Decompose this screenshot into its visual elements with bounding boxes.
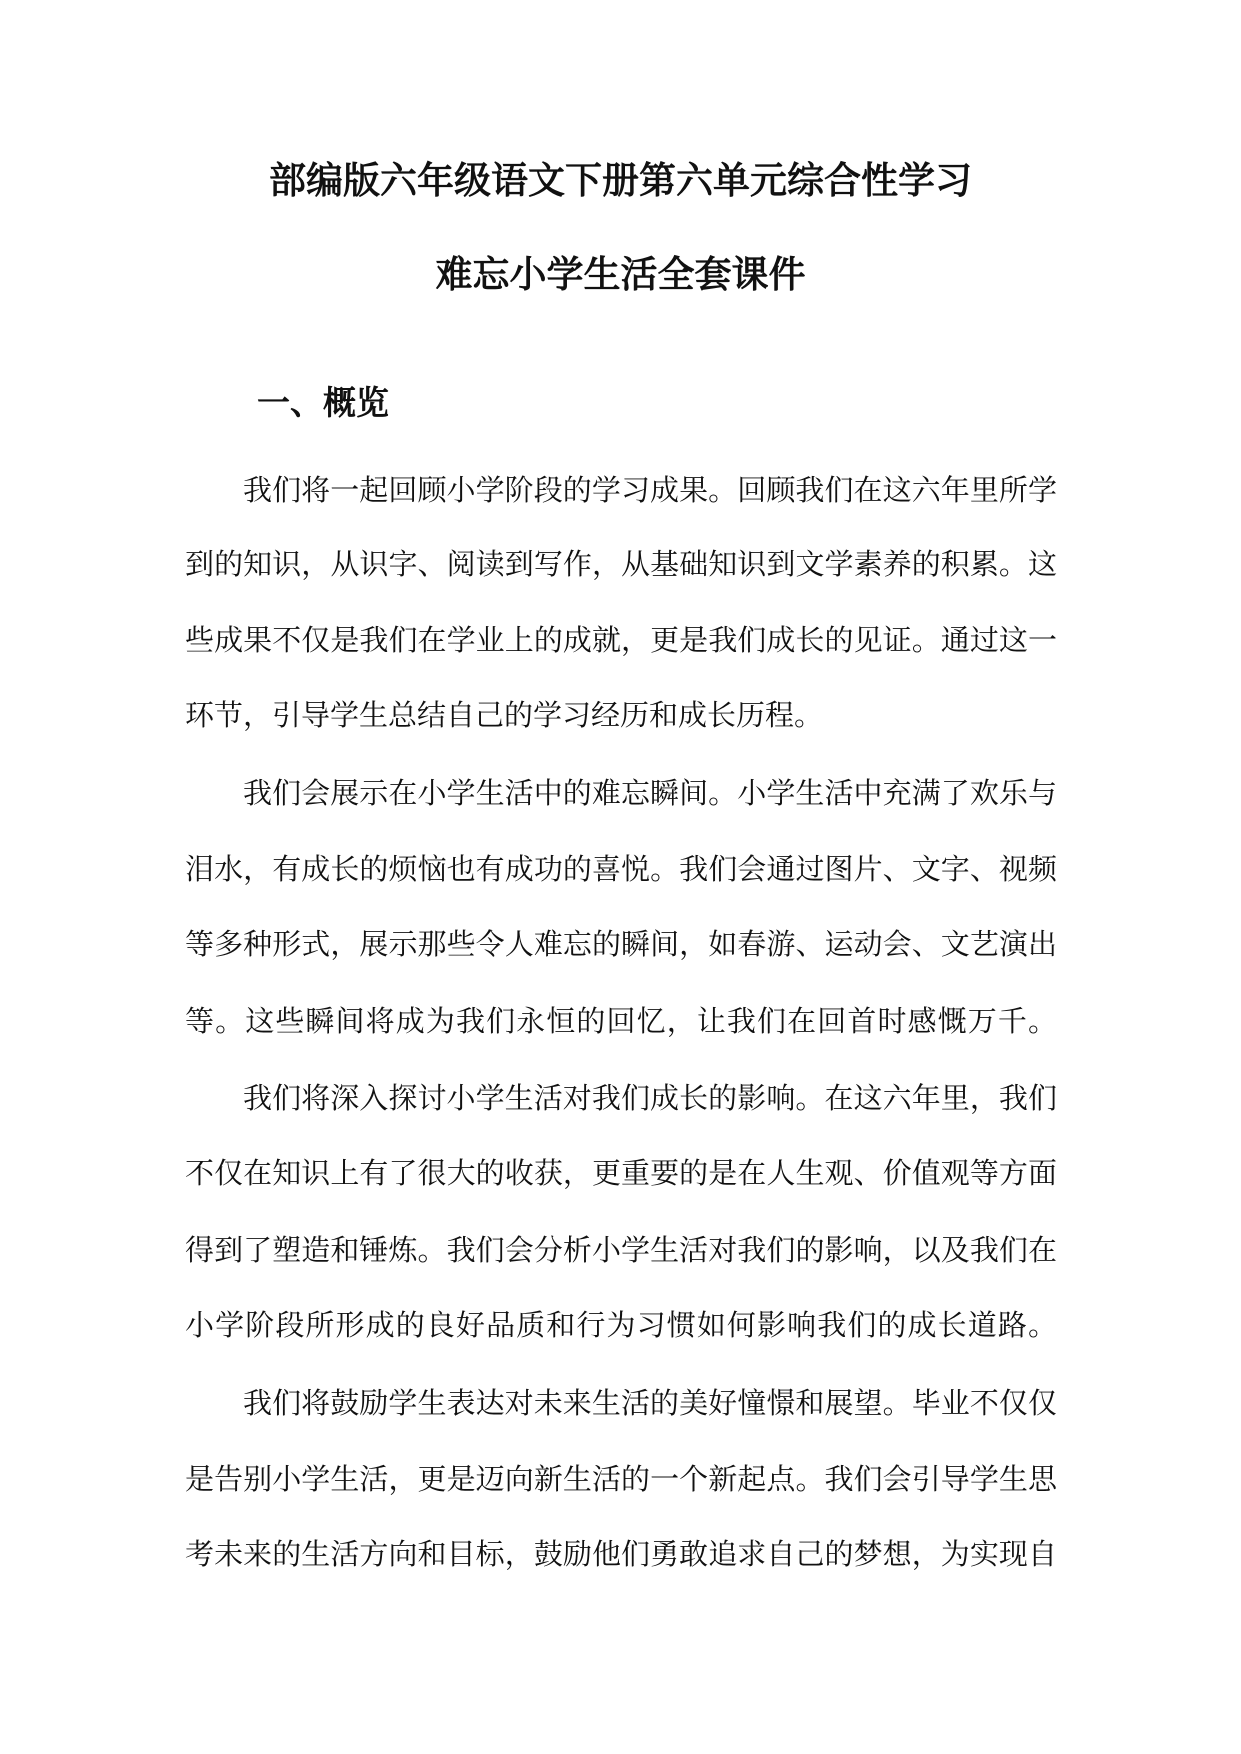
text-line: 小学阶段所形成的良好品质和行为习惯如何影响我们的成长道路。 bbox=[185, 1308, 1057, 1342]
text-line: 我们将深入探讨小学生活对我们成长的影响。在这六年里，我们 bbox=[243, 1081, 1057, 1115]
text-line: 到的知识，从识字、阅读到写作，从基础知识到文学素养的积累。这 bbox=[185, 547, 1057, 581]
text-line: 是告别小学生活，更是迈向新生活的一个新起点。我们会引导学生思 bbox=[185, 1462, 1057, 1496]
text-line: 等多种形式，展示那些令人难忘的瞬间，如春游、运动会、文艺演出 bbox=[185, 927, 1057, 961]
text-line: 等。这些瞬间将成为我们永恒的回忆，让我们在回首时感慨万千。 bbox=[185, 1004, 1057, 1038]
text-line: 环节，引导学生总结自己的学习经历和成长历程。 bbox=[185, 698, 824, 732]
text-line: 我们会展示在小学生活中的难忘瞬间。小学生活中充满了欢乐与 bbox=[243, 776, 1057, 810]
document-title-line-1: 部编版六年级语文下册第六单元综合性学习 bbox=[269, 158, 972, 202]
text-line: 我们将一起回顾小学阶段的学习成果。回顾我们在这六年里所学 bbox=[243, 473, 1057, 507]
document-title-line-2: 难忘小学生活全套课件 bbox=[435, 252, 806, 296]
text-line: 得到了塑造和锤炼。我们会分析小学生活对我们的影响，以及我们在 bbox=[185, 1233, 1057, 1267]
text-line: 我们将鼓励学生表达对未来生活的美好憧憬和展望。毕业不仅仅 bbox=[243, 1386, 1057, 1420]
section-heading: 一、概览 bbox=[257, 383, 389, 422]
text-line: 不仅在知识上有了很大的收获，更重要的是在人生观、价值观等方面 bbox=[185, 1156, 1057, 1190]
text-line: 考未来的生活方向和目标，鼓励他们勇敢追求自己的梦想，为实现自 bbox=[185, 1537, 1057, 1571]
text-line: 泪水，有成长的烦恼也有成功的喜悦。我们会通过图片、文字、视频 bbox=[185, 852, 1057, 886]
text-line: 些成果不仅是我们在学业上的成就，更是我们成长的见证。通过这一 bbox=[185, 623, 1057, 657]
